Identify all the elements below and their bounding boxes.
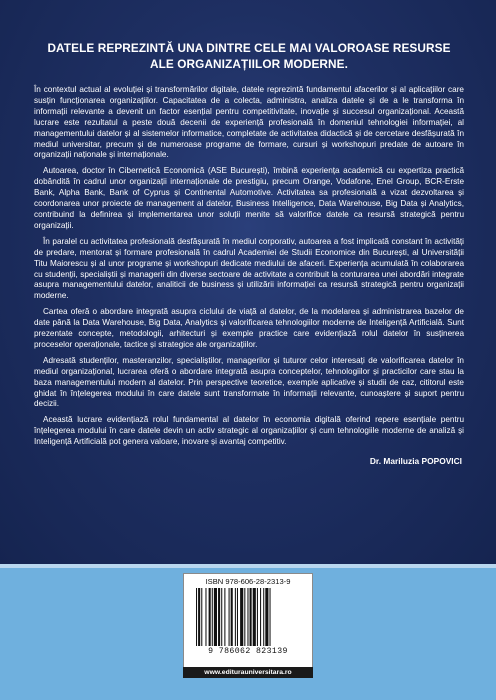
- headline-line-1: DATELE REPREZINTĂ UNA DINTRE CELE MAI VALOROASE RESURSE: [47, 41, 451, 55]
- isbn-label: ISBN 978-606-28-2313-9: [205, 577, 291, 586]
- paragraph-teaching: În paralel cu activitatea profesională desfășurată în mediul corporativ, autoarea a fost implicată constant în activități de predare, mentorat și formare profesională în cadrul Academiei de Studii Economice din București, al Universității Titu Maiorescu și al unor programe și workshopuri dedicate mediului de afaceri. Experiența acumulată în colaborarea cu studenții, specialiștii și managerii din diverse sectoare de activitate a contribuit la conturarea unei abordări integrate asupra managementului datelor, analiticii de business și utilizării informației ca resursă strategică pentru organizații moderne.: [34, 236, 464, 301]
- headline: [34, 40, 464, 72]
- paragraph-author: Autoarea, doctor în Cibernetică Economică (ASE București), îmbină experiența academică cu expertiza practică dobândită în cadrul unor organizații internaționale de prestigiu, precum Orange, Vodafone, Enel Group, BCR-Erste Bank, Alpha Bank, Bank of Cyprus și Continental Automotive. Activitatea sa profesională a vizat dezvoltarea și coordonarea unor proiecte de management al datelor, Business Intelligence, Data Warehouse, Big Data și Analytics, contribuind la definirea și implementarea unor soluții menite să valorifice datele ca resursă strategică pentru organizații.: [34, 166, 464, 230]
- headline-line-2: ALE ORGANIZAȚIILOR MODERNE.: [150, 57, 348, 71]
- paragraph-book-content: Cartea oferă o abordare integrată asupra ciclului de viață al datelor, de la modelarea și administrarea bazelor de date până la Data Warehouse, Big Data, Analytics și valorificarea tehnologiilor moderne de Inteligență Artificială. Sunt prezentate concepte, metodologii, arhitecturi și exemple practice care evidențiază rolul datelor în susținerea proceselor operaționale, tactice și strategice ale organizațiilor.: [34, 307, 464, 349]
- author-signature: Dr. Mariluzia POPOVICI: [369, 456, 462, 467]
- paragraph-conclusion: Această lucrare evidențiază rolul fundamental al datelor în economia digitală oferind repere esențiale pentru înțelegerea modului în care datele devin un activ strategic al organizațiilor și cum tehnologiile moderne de analiză și Inteligență Artificială pot genera valoare, inovare și avantaj competitiv.: [34, 415, 464, 447]
- barcode-box: [183, 573, 313, 668]
- paragraph-audience: Adresată studenților, masteranzilor, specialiștilor, managerilor și tuturor celor interesați de valorificarea datelor în mediul organizațional, lucrarea oferă o abordare integrată asupra conceptelor, tehnologiilor și practicilor care stau la baza managementului modern al datelor. Prin perspective teoretice, exemple aplicative și studii de caz, cititorul este ghidat în înțelegerea modului în care datele sunt transformate în informații relevante, cunoaștere și suport pentru decizii.: [34, 355, 464, 409]
- publisher-website: www.editurauniversitara.ro: [183, 667, 313, 678]
- back-cover-text: [34, 40, 464, 466]
- barcode-digits: 9 786062 823139: [208, 647, 288, 656]
- paragraph-context: În contextul actual al evoluției și transformărilor digitale, datele reprezintă fundamentul afacerilor și al aplicațiilor care susțin funcționarea organizațiilor. Capacitatea de a colecta, administra, analiza datele și de a le transforma în informații relevante a devenit un factor esențial pentru competitivitate, inovație și succesul organizațional. Această lucrare este rezultatul a peste două decenii de experiență profesională în domeniul tehnologiei informației, al managementului datelor și al sistemelor informatice, completate de activitatea didactică și de cercetare desfășurată în mediul universitar, precum și de numeroase programe de formare, cursuri și workshopuri predate de autoare în organizații naționale și internaționale.: [34, 85, 464, 160]
- barcode-icon: [196, 588, 300, 646]
